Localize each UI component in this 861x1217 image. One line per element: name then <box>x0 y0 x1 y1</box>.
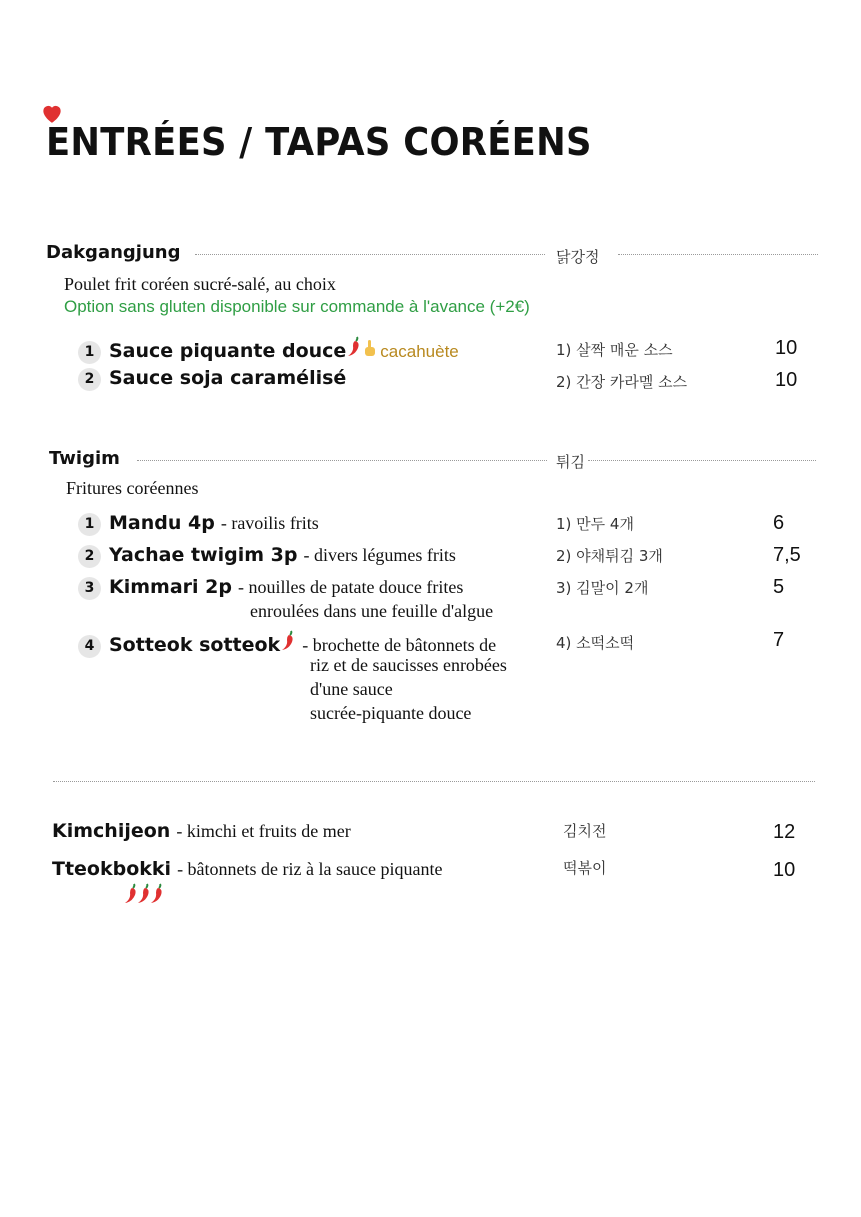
item-name: Mandu 4p <box>109 512 215 534</box>
item-description: - bâtonnets de riz à la sauce piquante <box>177 859 443 879</box>
menu-item <box>78 544 456 569</box>
item-name: Kimchijeon <box>52 820 171 842</box>
item-description: - kimchi et fruits de mer <box>176 821 351 841</box>
item-korean-name: 1) 살짝 매운 소스 <box>556 341 673 359</box>
item-description-line: riz et de saucisses enrobées <box>310 655 507 675</box>
item-price: 10 <box>775 337 798 359</box>
item-price: 10 <box>773 859 796 881</box>
chili-icon <box>149 882 165 904</box>
menu-item <box>78 576 463 601</box>
item-name: Tteokbokki <box>52 858 172 880</box>
dotted-leader <box>137 460 547 461</box>
menu-item <box>78 367 346 392</box>
item-price: 7,5 <box>773 544 801 566</box>
item-description: - ravoilis frits <box>220 513 319 533</box>
item-price: 5 <box>773 576 785 598</box>
section-korean-name: 닭강정 <box>556 248 600 266</box>
item-number-badge: 3 <box>78 577 101 600</box>
item-name: Kimmari 2p <box>109 576 232 598</box>
item-name: Sauce piquante douce <box>109 340 347 362</box>
item-number-badge: 1 <box>78 513 101 536</box>
page-title: ENTRÉES / TAPAS CORÉENS <box>46 120 592 164</box>
item-description: - divers légumes frits <box>303 545 456 565</box>
menu-item <box>78 335 459 365</box>
item-price: 6 <box>773 512 785 534</box>
item-name: Sotteok sotteok <box>109 634 281 656</box>
item-name: Sauce soja caramélisé <box>109 367 347 389</box>
finger-up-icon <box>362 339 378 357</box>
section-title: Dakgangjung <box>46 242 181 263</box>
section-korean-name: 튀김 <box>556 453 585 471</box>
section-title: Twigim <box>49 448 120 469</box>
allergen-tag: cacahuète <box>380 342 459 361</box>
item-number-badge: 4 <box>78 635 101 658</box>
section-description: Fritures coréennes <box>66 478 199 498</box>
item-description: - brochette de bâtonnets de <box>302 635 497 655</box>
dotted-leader <box>588 460 816 461</box>
item-korean-name: 2) 야채튀김 3개 <box>556 547 663 565</box>
dotted-leader <box>618 254 818 255</box>
item-korean-name: 1) 만두 4개 <box>556 515 634 533</box>
item-name: Yachae twigim 3p <box>109 544 298 566</box>
menu-item <box>52 820 351 842</box>
item-description-line: enroulées dans une feuille d'algue <box>250 601 494 621</box>
section-description: Poulet frit coréen sucré-salé, au choix <box>64 274 336 294</box>
item-price: 12 <box>773 821 796 843</box>
item-price: 10 <box>775 369 798 391</box>
dotted-leader <box>195 254 545 255</box>
chili-icon <box>346 335 362 357</box>
item-korean-name: 2) 간장 카라멜 소스 <box>556 373 688 391</box>
item-description-line: d'une sauce <box>310 679 393 699</box>
section-divider <box>53 781 815 782</box>
item-price: 7 <box>773 629 785 651</box>
item-description: - nouilles de patate douce frites <box>237 577 464 597</box>
gluten-free-note: Option sans gluten disponible sur commande à l'avance (+2€) <box>64 297 530 316</box>
item-korean-name: 4) 소떡소떡 <box>556 634 635 652</box>
item-korean-name: 떡볶이 <box>563 859 607 877</box>
menu-item <box>78 512 319 537</box>
item-description-line: sucrée-piquante douce <box>310 703 472 723</box>
item-number-badge: 2 <box>78 545 101 568</box>
spice-level <box>123 882 165 906</box>
item-korean-name: 김치전 <box>563 822 607 840</box>
item-korean-name: 3) 김말이 2개 <box>556 579 649 597</box>
chili-icon <box>280 629 296 651</box>
menu-item <box>52 858 442 880</box>
item-number-badge: 1 <box>78 341 101 364</box>
item-number-badge: 2 <box>78 368 101 391</box>
